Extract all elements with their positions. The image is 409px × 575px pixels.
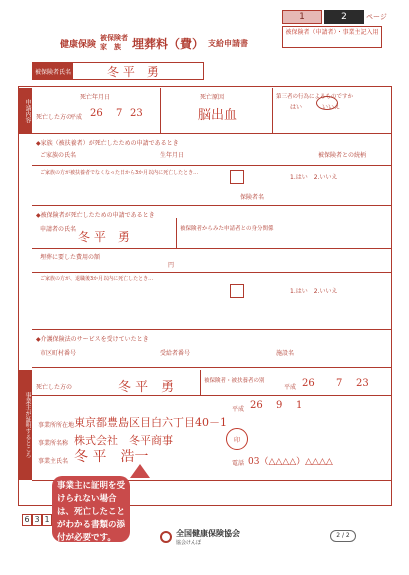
logo-sub: 協会けんぽ	[176, 540, 202, 546]
address-label: 事業所所在地	[38, 422, 75, 429]
city-number-label: 市区町村番号	[40, 350, 77, 357]
burial-cost-yen: 円	[168, 262, 175, 269]
divider	[200, 370, 201, 396]
page-other: 1	[282, 10, 322, 24]
applicant-relation-label: 被保険者からみた申請者との身分関係	[180, 226, 274, 232]
code-digit: 1	[42, 514, 52, 526]
section4-row	[32, 342, 392, 368]
cert-month[interactable]: 9	[276, 400, 283, 411]
page-number: 2 / 2	[330, 530, 356, 542]
family-relation-label: 被保険者との続柄	[318, 152, 367, 159]
cert-year[interactable]: 26	[250, 400, 263, 411]
cert-day[interactable]: 1	[296, 400, 303, 411]
title-insured-family	[100, 34, 128, 52]
divider	[32, 165, 392, 166]
title-family: 家 族	[100, 43, 122, 51]
third-party-no[interactable]: いいえ	[322, 104, 341, 111]
title-application: 支給申請書	[208, 38, 249, 48]
section2-note: ご家族の方が被扶養者でなくなった日から3か月以内に死亡したとき…	[40, 170, 199, 176]
family-name-label: ご家族の氏名	[40, 152, 77, 159]
employer-death-month[interactable]: 7	[336, 378, 343, 389]
applicant-value[interactable]: 冬 平 勇	[78, 230, 130, 244]
employer-cert-callout: 事業主に証明を受けられない場合は、死亡したことがわかる書類の添付が必要です。	[52, 476, 130, 542]
burial-cost-label: 埋葬に要した費用の額	[40, 254, 101, 261]
section3-yes-no[interactable]: 1.はい 2.いいえ	[290, 288, 338, 295]
phone-value[interactable]: 03（△△△△）△△△△	[248, 457, 333, 467]
death-year[interactable]: 26	[90, 108, 103, 119]
page-note: 被保険者（申請者）・事業主記入用	[282, 26, 382, 48]
section3-checkbox[interactable]	[230, 284, 244, 298]
title-burial: 埋葬料（費）	[132, 36, 205, 51]
no-circle-mark	[316, 96, 341, 111]
third-party-yes[interactable]: はい	[290, 104, 303, 111]
section2-cert-label: 保険者名	[240, 194, 265, 201]
employer-side-label: 事業主が証明するところ	[18, 370, 32, 480]
page-label: ページ	[366, 13, 387, 21]
section3-note: ご家族の方が、退職後3か月以内に死亡したとき…	[40, 276, 154, 282]
death-era: 平成	[70, 114, 83, 121]
third-party-label: 第三者の行為によるものですか	[276, 94, 354, 100]
insured-name-label: 被保険者氏名	[33, 63, 73, 79]
form-title	[60, 28, 248, 58]
divider	[160, 88, 161, 134]
section3-heading: ◆被保険者が死亡したための申請であるとき	[36, 212, 155, 219]
association-logo	[160, 528, 240, 546]
insured-name-row	[32, 62, 204, 80]
owner-value[interactable]: 冬 平 浩一	[74, 449, 149, 465]
page-indicator	[282, 10, 387, 24]
section2-yes-no[interactable]: 1.はい 2.いいえ	[290, 174, 338, 181]
deceased-name[interactable]: 冬 平 勇	[118, 380, 175, 395]
page-current: 2	[324, 10, 364, 24]
employer-death-era: 平成	[284, 384, 297, 391]
title-insured: 被保険者	[100, 34, 129, 42]
recipient-number-label: 受給者番号	[160, 350, 191, 357]
owner-label: 事業主氏名	[38, 458, 69, 465]
employer-death-year[interactable]: 26	[302, 378, 315, 389]
phone-label: 電話	[232, 460, 245, 467]
family-birth-label: 生年月日	[160, 152, 185, 159]
death-row-label: 死亡した方の	[36, 114, 73, 121]
death-date-label: 死亡年月日	[80, 94, 111, 101]
section2-heading: ◆家族（被扶養者）が死亡したための申請であるとき	[36, 140, 179, 147]
divider	[272, 88, 273, 134]
death-day[interactable]: 23	[130, 108, 143, 119]
company-value[interactable]: 株式会社 冬平商事	[74, 434, 173, 447]
section2-checkbox[interactable]	[230, 170, 244, 184]
status-label: 被保険者・被扶養者の別	[204, 378, 265, 384]
section1-side-label: 申請内容	[18, 88, 32, 134]
death-month[interactable]: 7	[116, 108, 123, 119]
applicant-label: 申請者の氏名	[40, 226, 77, 233]
deceased-label: 死亡した方の	[36, 384, 73, 391]
code-digit: 6	[22, 514, 32, 526]
logo-texts	[176, 528, 240, 546]
insured-name-value[interactable]: 冬 平 勇	[107, 64, 159, 79]
divider	[32, 248, 392, 249]
company-label: 事業所名称	[38, 440, 69, 447]
cause-label: 死亡原因	[200, 94, 225, 101]
logo-text: 全国健康保険協会	[176, 529, 240, 538]
divider	[32, 272, 392, 273]
divider	[176, 218, 177, 248]
facility-name-label: 施設名	[276, 350, 295, 357]
address-value[interactable]: 東京都豊島区目白六丁目40－1	[74, 416, 227, 429]
section4-heading: ◆介護保険法のサービスを受けていたとき	[36, 336, 149, 343]
company-seal: 印	[226, 428, 248, 450]
title-health-insurance: 健康保険	[60, 39, 97, 50]
employer-death-day[interactable]: 23	[356, 378, 369, 389]
cause-value[interactable]: 脳出血	[198, 108, 238, 123]
logo-icon	[160, 531, 172, 543]
cert-era: 平成	[232, 406, 245, 413]
code-boxes	[22, 514, 52, 526]
code-digit: 3	[32, 514, 42, 526]
